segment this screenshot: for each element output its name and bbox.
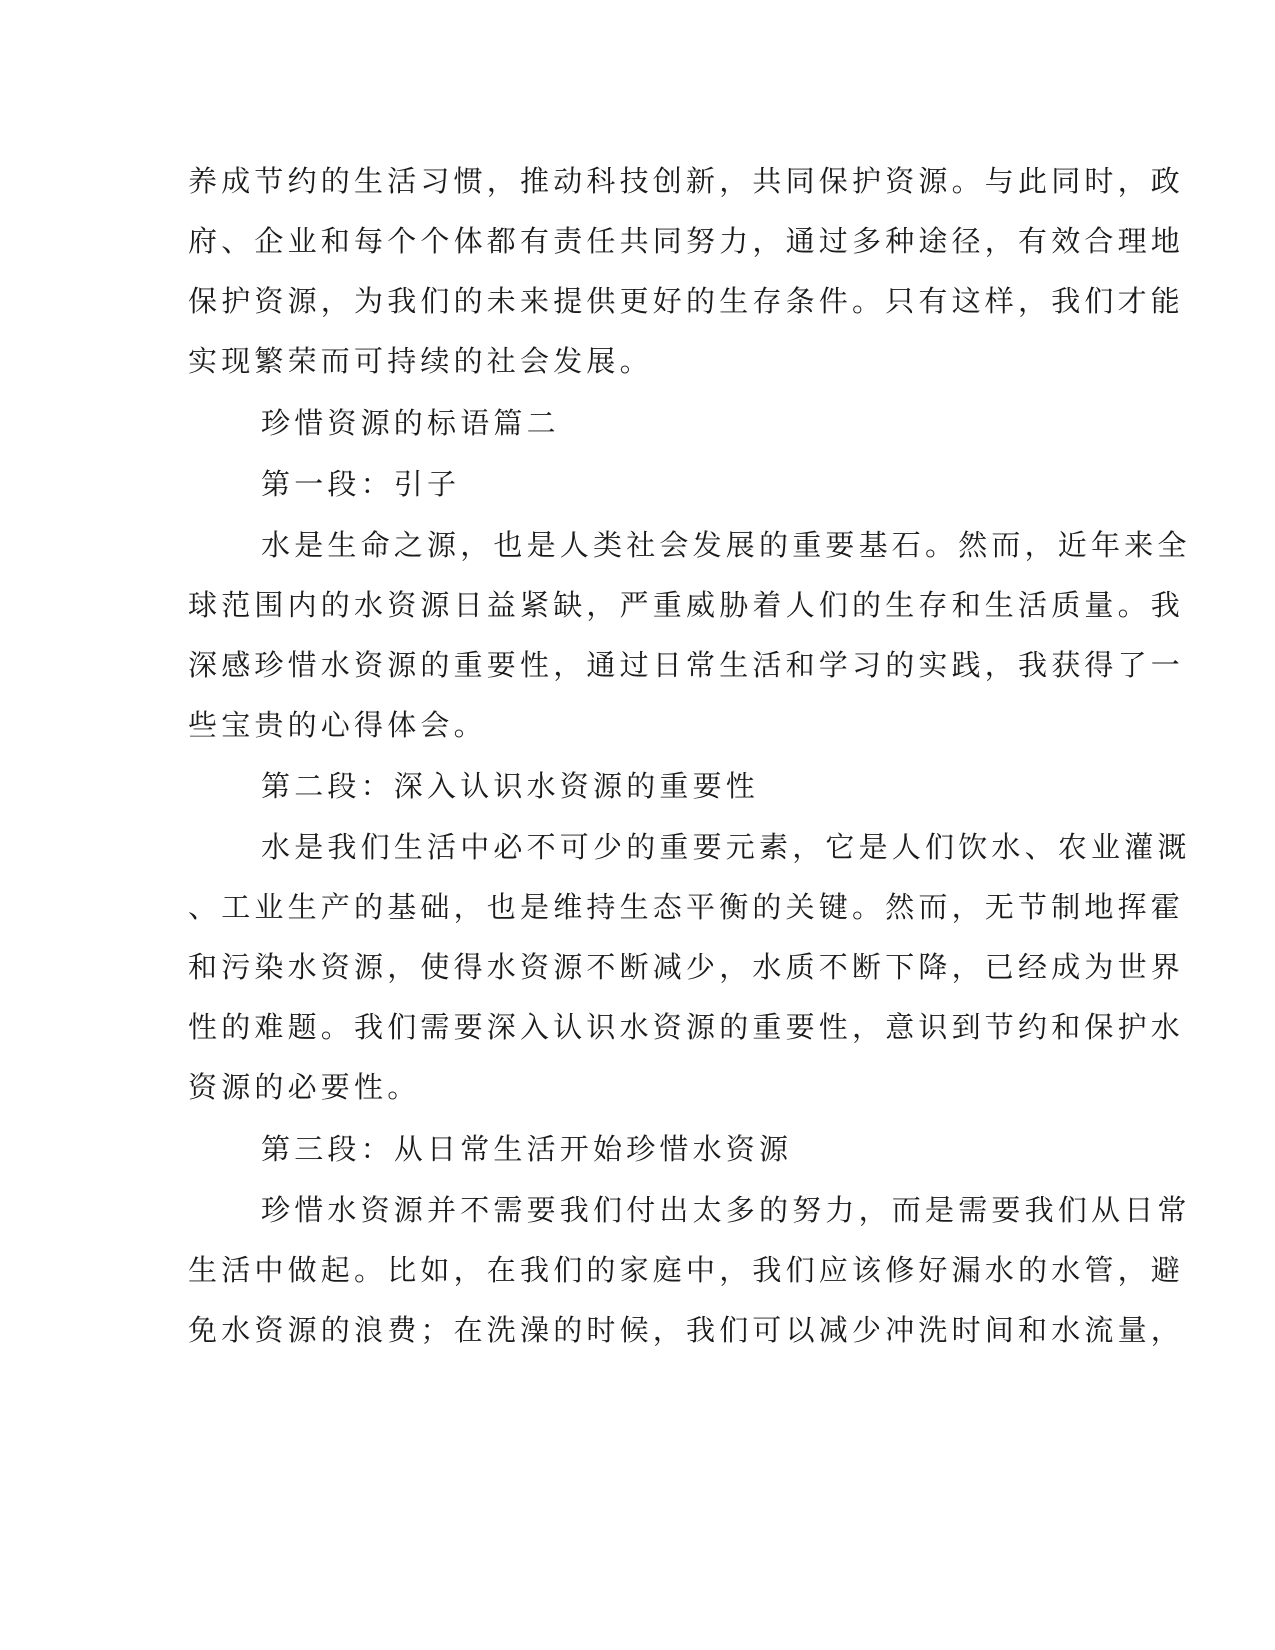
paragraph-line: 实现繁荣而可持续的社会发展。 — [188, 344, 653, 378]
paragraph-line: 生活中做起。比如，在我们的家庭中，我们应该修好漏水的水管，避 — [188, 1253, 1185, 1287]
paragraph-line: 水是我们生活中必不可少的重要元素，它是人们饮水、农业灌溉 — [261, 830, 1191, 864]
paragraph-line: 水是生命之源，也是人类社会发展的重要基石。然而，近年来全 — [261, 528, 1191, 562]
paragraph-line: 养成节约的生活习惯，推动科技创新，共同保护资源。与此同时，政 — [188, 164, 1185, 198]
paragraph-line: 府、企业和每个个体都有责任共同努力，通过多种途径，有效合理地 — [188, 224, 1185, 258]
paragraph-line: 些宝贵的心得体会。 — [188, 708, 487, 742]
section-heading: 第二段：深入认识水资源的重要性 — [261, 769, 760, 803]
paragraph-line: 免水资源的浪费；在洗澡的时候，我们可以减少冲洗时间和水流量， — [188, 1313, 1185, 1347]
section-heading: 第三段：从日常生活开始珍惜水资源 — [261, 1132, 793, 1166]
section-title: 珍惜资源的标语篇二 — [261, 406, 560, 440]
paragraph-line: 珍惜水资源并不需要我们付出太多的努力，而是需要我们从日常 — [261, 1193, 1191, 1227]
paragraph-line: 、工业生产的基础，也是维持生态平衡的关键。然而，无节制地挥霍 — [188, 890, 1185, 924]
paragraph-line: 深感珍惜水资源的重要性，通过日常生活和学习的实践，我获得了一 — [188, 648, 1185, 682]
paragraph-line: 资源的必要性。 — [188, 1070, 421, 1104]
paragraph-line: 性的难题。我们需要深入认识水资源的重要性，意识到节约和保护水 — [188, 1010, 1185, 1044]
section-heading: 第一段：引子 — [261, 467, 461, 501]
paragraph-line: 和污染水资源，使得水资源不断减少，水质不断下降，已经成为世界 — [188, 950, 1185, 984]
paragraph-line: 球范围内的水资源日益紧缺，严重威胁着人们的生存和生活质量。我 — [188, 588, 1185, 622]
paragraph-line: 保护资源，为我们的未来提供更好的生存条件。只有这样，我们才能 — [188, 284, 1185, 318]
